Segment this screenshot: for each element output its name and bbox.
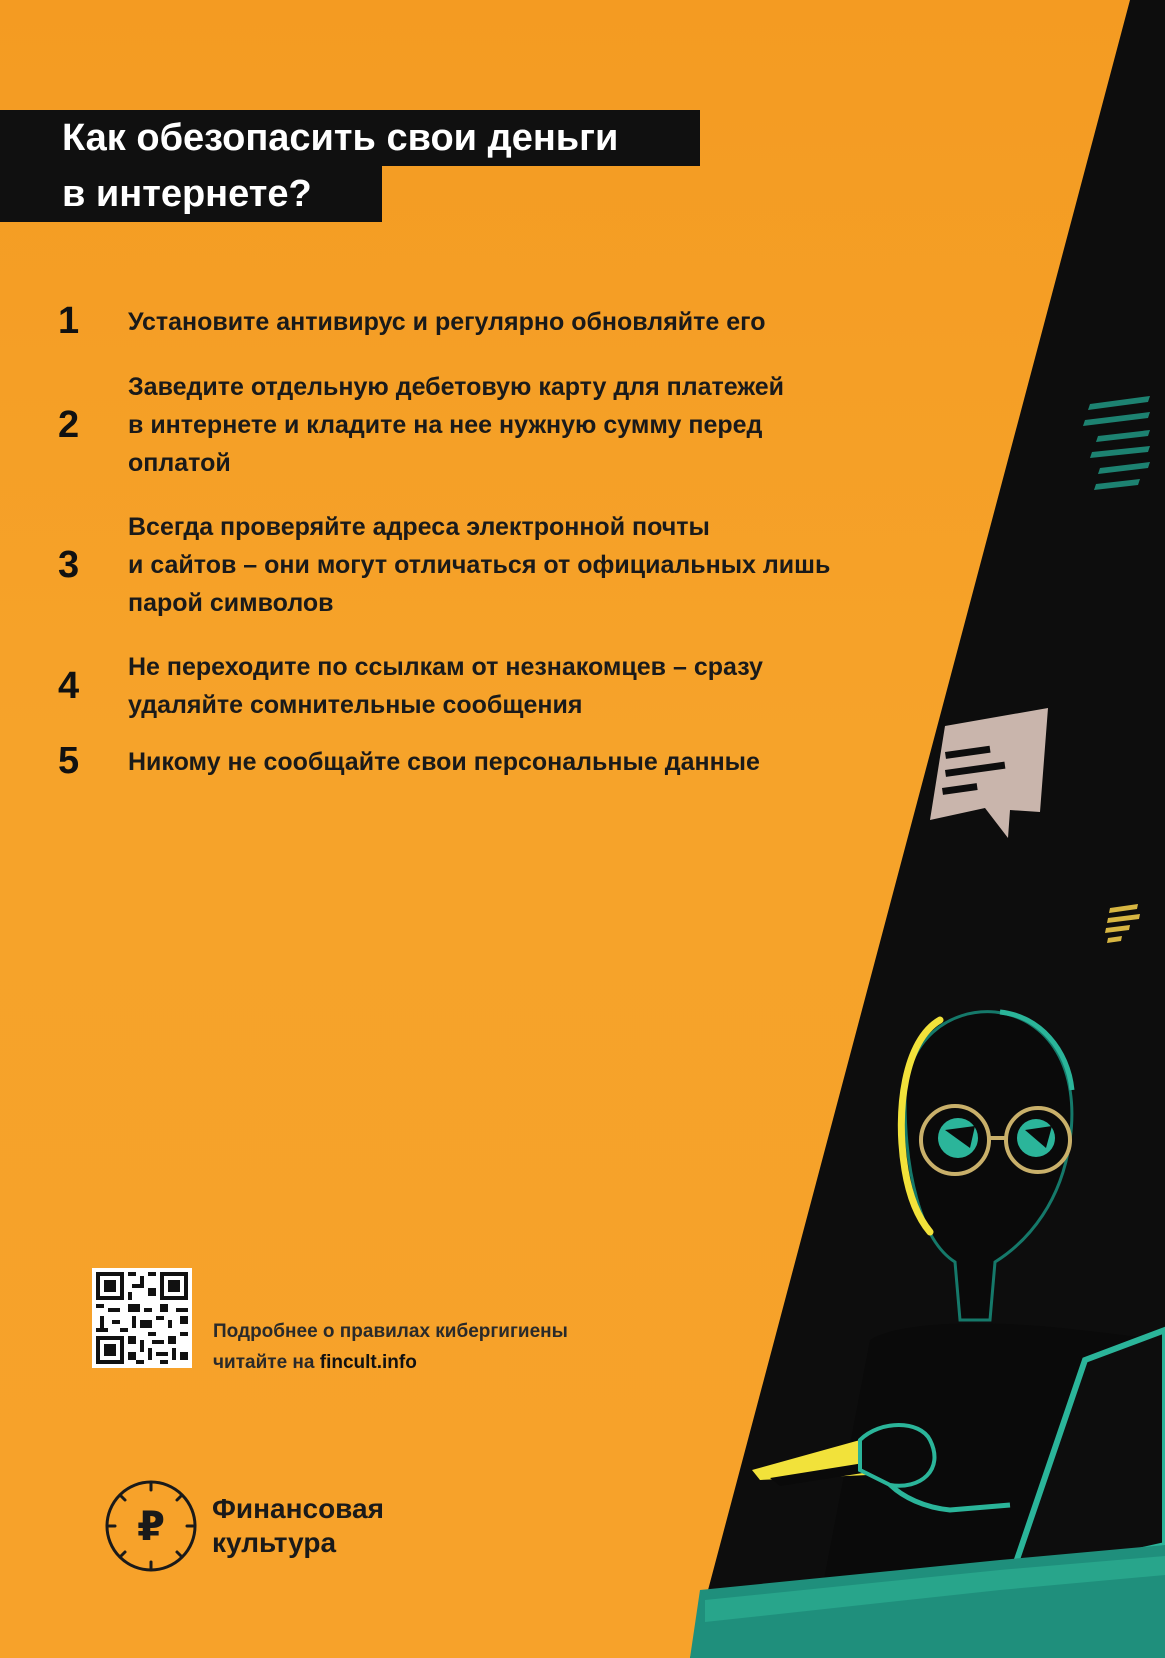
qr-code-icon[interactable] (92, 1268, 192, 1368)
tip-text-line: парой символов (128, 589, 334, 617)
title-line-2: в интернете? (0, 166, 382, 222)
tip-number: 5 (58, 740, 80, 782)
tip-item-5 (58, 740, 878, 783)
tip-text-line: удаляйте сомнительные сообщения (128, 691, 583, 719)
tip-text-line: Установите антивирус и регулярно обновляйте его (128, 307, 766, 336)
tip-number: 2 (58, 403, 80, 446)
tip-text (128, 368, 878, 482)
title-line-1: Как обезопасить свои деньги (0, 110, 700, 166)
more-info-prefix: читайте на (213, 1352, 320, 1373)
tip-text (128, 743, 878, 781)
brand-line-1: Финансовая (212, 1493, 384, 1524)
tip-text-line: Не переходите по ссылкам от незнакомцев – сразу (128, 653, 763, 681)
ruble-symbol: ₽ (137, 1504, 165, 1550)
tip-item-3 (58, 508, 878, 622)
brand-line-2: культура (212, 1527, 337, 1558)
fincult-link[interactable]: fincult.info (319, 1352, 417, 1373)
tip-text-line: Всегда проверяйте адреса электронной почты (128, 513, 710, 541)
tip-text-line: в интернете и кладите на нее нужную сумму перед (128, 411, 763, 439)
tip-text-line: и сайтов – они могут отличаться от официальных лишь (128, 551, 831, 579)
more-info-line-2 (213, 1347, 568, 1378)
tip-item-4 (58, 648, 878, 724)
tip-text (128, 508, 878, 622)
ruble-clock-icon (103, 1478, 199, 1574)
tip-text-line: Заведите отдельную дебетовую карту для платежей (128, 373, 785, 401)
more-info-line-1: Подробнее о правилах кибергигиены (213, 1321, 568, 1342)
tip-number: 1 (58, 300, 80, 342)
tip-text (128, 648, 878, 724)
tip-item-2 (58, 368, 878, 482)
tip-number: 3 (58, 543, 80, 586)
more-info-text (213, 1316, 568, 1378)
tip-text-line: оплатой (128, 449, 231, 477)
tip-number: 4 (58, 664, 80, 707)
brand-name (212, 1492, 384, 1560)
tip-item-1 (58, 300, 878, 343)
page-title (0, 110, 700, 222)
tip-text-line: Никому не сообщайте свои персональные данные (128, 747, 760, 776)
tip-text (128, 303, 878, 341)
